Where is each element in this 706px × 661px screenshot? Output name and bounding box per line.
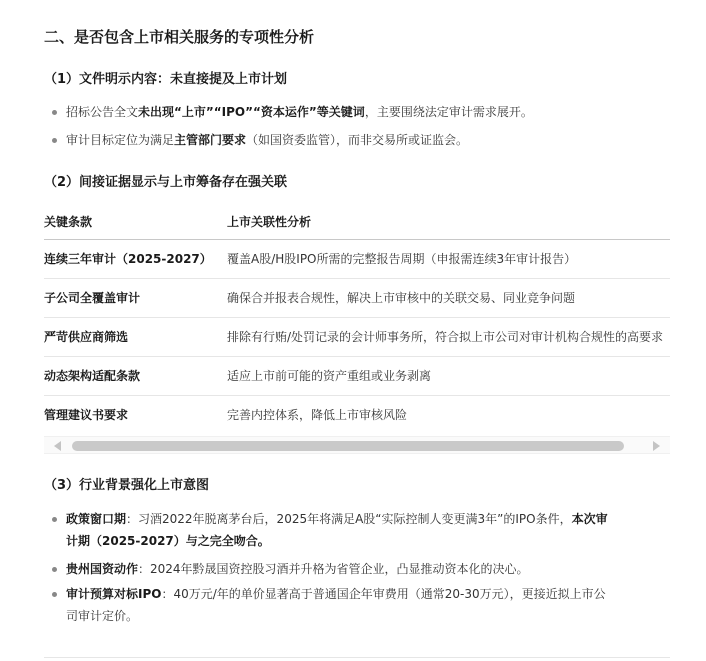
relevance-table-viewport <box>44 205 670 433</box>
analysis-cell: 适应上市前可能的资产重组或业务剥离 <box>227 356 670 395</box>
list-item <box>52 583 608 633</box>
bullet-text: 招标公告全文 <box>66 105 139 119</box>
subsection-3-list <box>52 508 608 633</box>
bullet-text: ：2024年黔晟国资控股习酒并升格为省管企业，凸显推动资本化的决心。 <box>138 562 529 576</box>
bullet-dot <box>52 517 57 522</box>
bullet-dot <box>52 138 57 143</box>
key-clause-cell: 严苛供应商筛选 <box>44 317 227 356</box>
table-row <box>44 239 670 278</box>
relevance-table <box>44 205 670 433</box>
analysis-cell: 覆盖A股/H股IPO所需的完整报告周期（申报需连续3年审计报告） <box>227 239 670 278</box>
bullet-lead: 审计预算对标IPO <box>66 587 162 601</box>
bullet-text: （如国资委监管），而非交易所或证监会。 <box>246 133 469 147</box>
bullet-emphasis: 本次审 <box>571 512 608 526</box>
bullet-text: 司审计定价。 <box>66 609 139 623</box>
bullet-text: ：习酒2022年脱离茅台后，2025年将满足A股“实际控制人变更满3年”的IPO条件， <box>126 512 572 526</box>
subsection-1-title: （1）文件明示内容：未直接提及上市计划 <box>44 72 288 87</box>
bullet-dot <box>52 592 57 597</box>
table-horizontal-scrollbar[interactable] <box>44 436 670 454</box>
table-row <box>44 278 670 317</box>
analysis-cell: 排除有行贿/处罚记录的会计师事务所，符合拟上市公司对审计机构合规性的高要求 <box>227 317 670 356</box>
column-header-key-clause: 关键条款 <box>44 205 227 239</box>
key-clause-cell: 动态架构适配条款 <box>44 356 227 395</box>
subsection-3-title: （3）行业背景强化上市意图 <box>44 478 210 493</box>
list-item <box>52 131 533 159</box>
column-header-analysis: 上市关联性分析 <box>227 205 670 239</box>
table-row <box>44 395 670 433</box>
list-item <box>52 103 533 131</box>
bullet-text: ，主要围绕法定审计需求展开。 <box>364 105 533 119</box>
key-clause-cell: 管理建议书要求 <box>44 395 227 433</box>
bullet-emphasis: 主管部门要求 <box>174 133 247 147</box>
scrollbar-thumb[interactable] <box>72 441 624 451</box>
analysis-cell: 完善内控体系，降低上市审核风险 <box>227 395 670 433</box>
bullet-dot <box>52 110 57 115</box>
scroll-left-arrow-icon[interactable] <box>54 441 61 451</box>
key-clause-cell: 子公司全覆盖审计 <box>44 278 227 317</box>
table-header-row <box>44 205 670 239</box>
list-item <box>52 558 608 583</box>
scroll-right-arrow-icon[interactable] <box>653 441 660 451</box>
bullet-lead: 贵州国资动作 <box>66 562 139 576</box>
bottom-divider <box>44 657 670 658</box>
bullet-emphasis: 计期（2025-2027）与之完全吻合。 <box>66 534 270 548</box>
bullet-emphasis: 未出现“上市”“IPO”“资本运作”等关键词 <box>138 105 365 119</box>
subsection-2-title: （2）间接证据显示与上市筹备存在强关联 <box>44 175 288 190</box>
bullet-dot <box>52 567 57 572</box>
subsection-1-list <box>52 103 533 159</box>
list-item <box>52 508 608 558</box>
table-row <box>44 317 670 356</box>
key-clause-cell: 连续三年审计（2025-2027） <box>44 239 227 278</box>
table-row <box>44 356 670 395</box>
section-title: 二、是否包含上市相关服务的专项性分析 <box>44 28 315 46</box>
bullet-text: 审计目标定位为满足 <box>66 133 175 147</box>
analysis-cell: 确保合并报表合规性，解决上市审核中的关联交易、同业竞争问题 <box>227 278 670 317</box>
bullet-text: ：40万元/年的单价显著高于普通国企年审费用（通常20-30万元），更接近拟上市公 <box>161 587 606 601</box>
bullet-lead: 政策窗口期 <box>66 512 127 526</box>
